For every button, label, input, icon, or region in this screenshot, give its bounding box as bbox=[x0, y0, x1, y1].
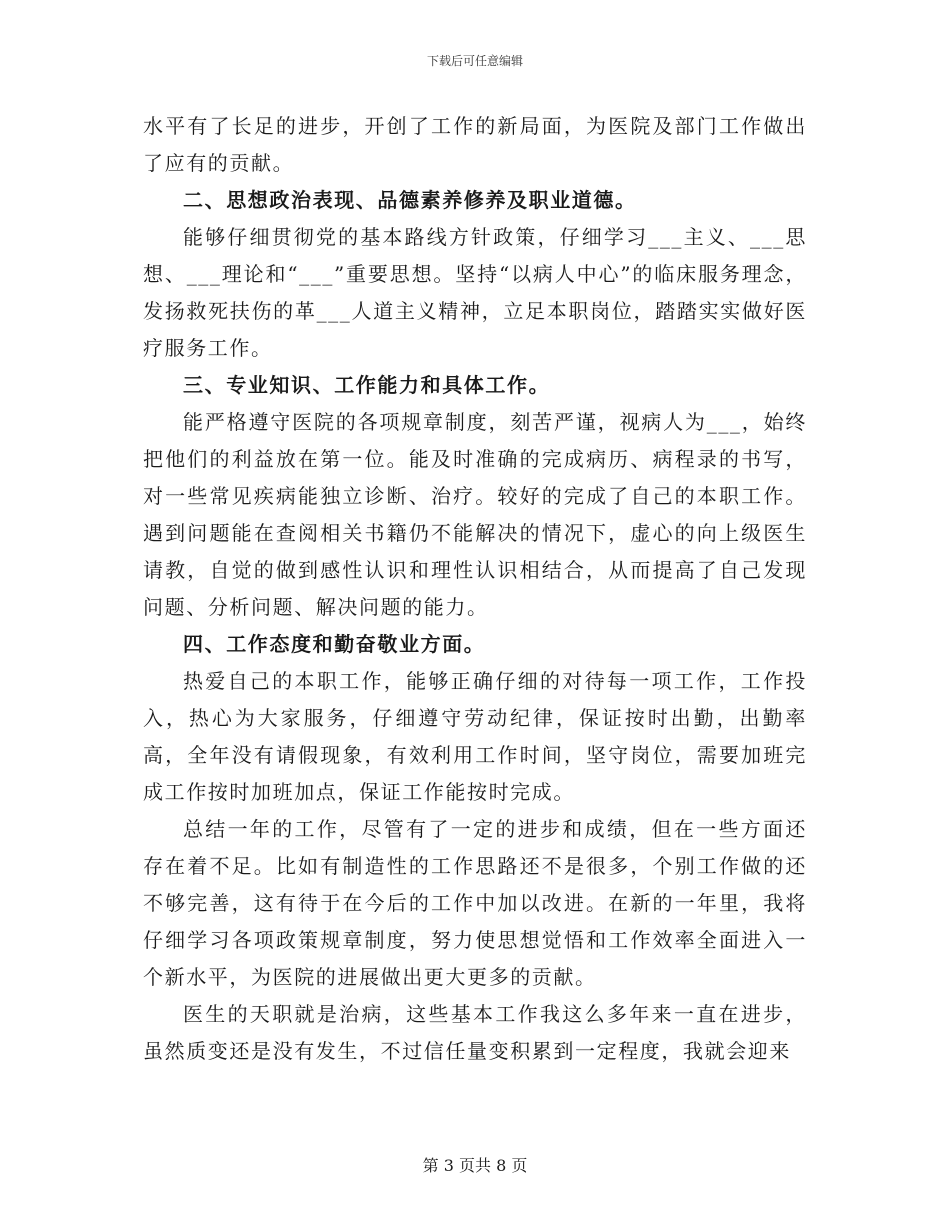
section-heading-4: 四、工作态度和勤奋敬业方面。 bbox=[183, 632, 486, 656]
paragraph-continuation: 水平有了长足的进步，开创了工作的新局面，为医院及部门工作做出了应有的贡献。 bbox=[143, 114, 807, 175]
page-number: 第 3 页共 8 页 bbox=[422, 1156, 528, 1175]
paragraph-closing: 医生的天职就是治病，这些基本工作我这么多年来一直在进步，虽然质变还是没有发生，不过信任量变积累到一定程度，我就会迎来 bbox=[143, 1002, 807, 1063]
document-body bbox=[143, 108, 807, 1070]
paragraph-political: 能够仔细贯彻党的基本路线方针政策，仔细学习___主义、___思想、___理论和“___”重要思想。坚持“以病人中心”的临床服务理念，发扬救死扶伤的革___人道主义精神，立足本职岗位，踏踏实实做好医疗服务工作。 bbox=[143, 225, 807, 360]
page-header-note: 下载后可任意编辑 bbox=[426, 54, 523, 68]
paragraph-professional: 能严格遵守医院的各项规章制度，刻苦严谨，视病人为___，始终把他们的利益放在第一位。能及时准确的完成病历、病程录的书写，对一些常见疾病能独立诊断、治疗。较好的完成了自己的本职工作。遇到问题能在查阅相关书籍仍不能解决的情况下，虚心的向上级医生请教，自觉的做到感性认识和理性认识相结合，从而提高了自己发现问题、分析问题、解决问题的能力。 bbox=[143, 410, 807, 619]
section-heading-2: 二、思想政治表现、品德素养修养及职业道德。 bbox=[183, 188, 637, 212]
section-heading-3: 三、专业知识、工作能力和具体工作。 bbox=[183, 373, 551, 397]
paragraph-attitude: 热爱自己的本职工作，能够正确仔细的对待每一项工作，工作投入，热心为大家服务，仔细遵守劳动纪律，保证按时出勤，出勤率高，全年没有请假现象，有效利用工作时间，坚守岗位，需要加班完成工作按时加班加点，保证工作能按时完成。 bbox=[143, 669, 807, 804]
paragraph-summary: 总结一年的工作，尽管有了一定的进步和成绩，但在一些方面还存在着不足。比如有制造性的工作思路还不是很多，个别工作做的还不够完善，这有待于在今后的工作中加以改进。在新的一年里，我将仔细学习各项政策规章制度，努力使思想觉悟和工作效率全面进入一个新水平，为医院的进展做出更大更多的贡献。 bbox=[143, 817, 807, 989]
